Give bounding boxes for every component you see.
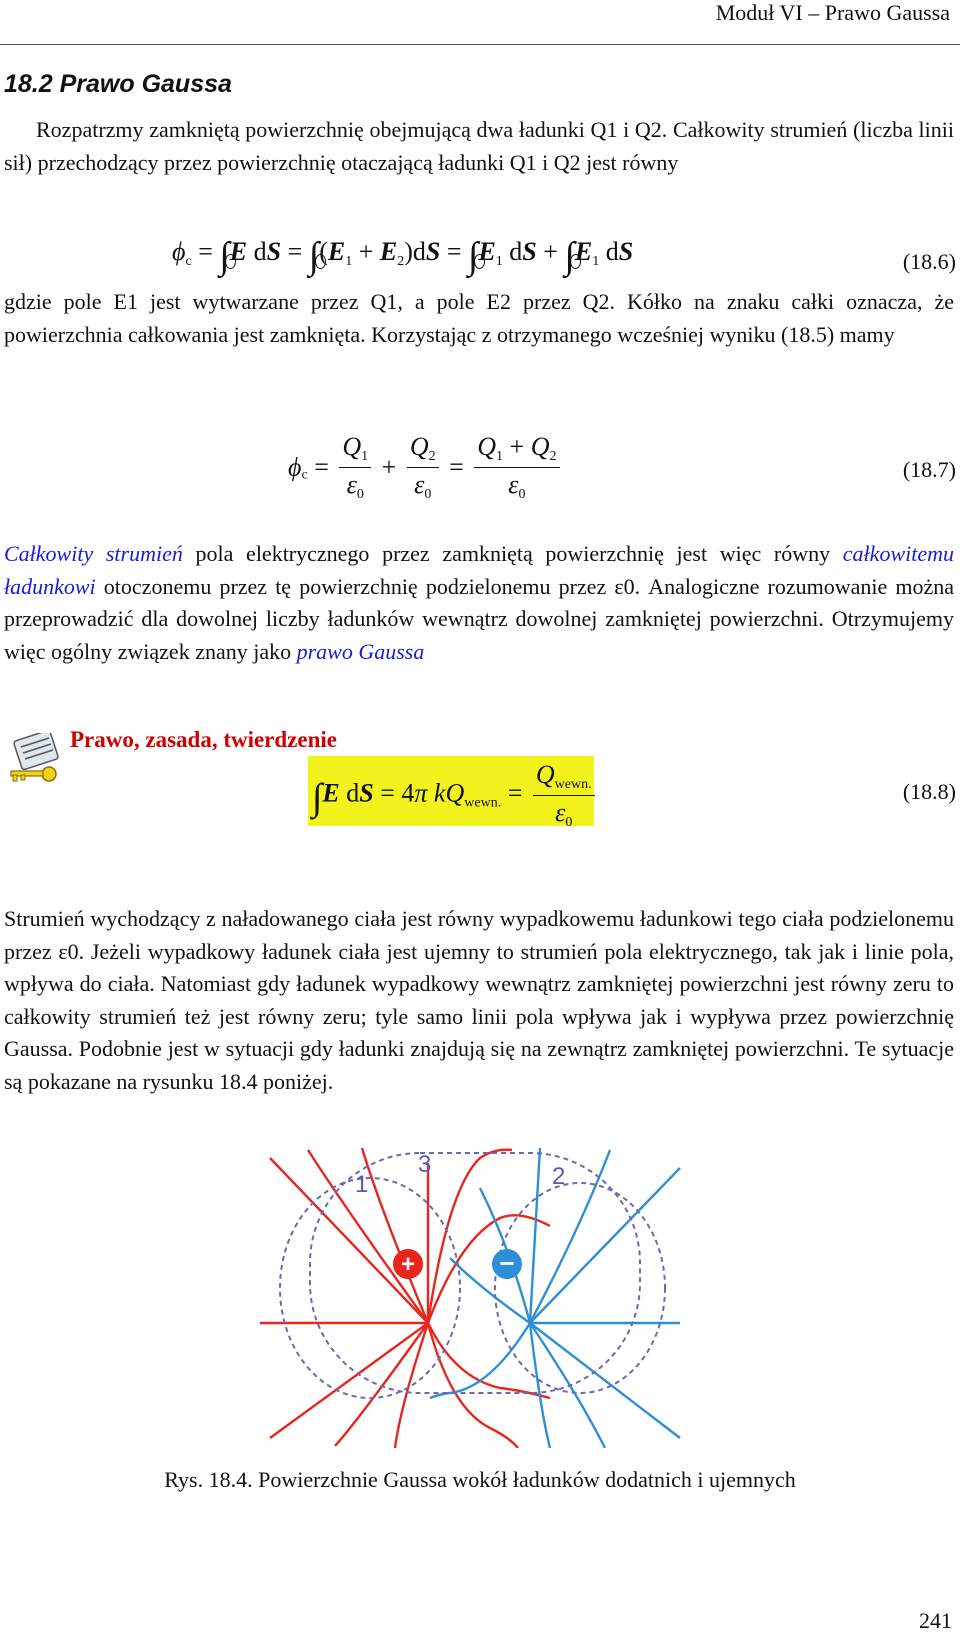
emphasis-gauss-law: prawo Gaussa xyxy=(296,638,425,664)
equation-number-18-6: (18.6) xyxy=(902,249,956,274)
figure-gauss-surfaces xyxy=(250,1148,690,1448)
positive-field-lines xyxy=(260,1148,550,1448)
text-span: pola elektrycznego przez zamkniętą powierzchnię jest więc równy xyxy=(182,541,843,566)
law-heading: Prawo, zasada, twierdzenie xyxy=(70,727,337,752)
header-rule xyxy=(0,44,960,45)
paragraph-intro: Rozpatrzmy zamkniętą powierzchnię obejmującą dwa ładunki Q1 i Q2. Całkowity strumień (liczba linii sił) przechodzący przez powierzchnię otaczającą ładunki Q1 i Q2 jest równy xyxy=(4,117,954,175)
text-span: otoczonemu przez tę powierzchnię podzielonemu przez ε0. Analogiczne rozumowanie można przeprowadzić dla dowolnej liczby ładunków wewnątrz dowolnej zamkniętej powierzchni. Otrzymujemy więc ogólny związek znany jako xyxy=(4,573,954,664)
negative-field-lines xyxy=(430,1148,680,1448)
page-number: 241 xyxy=(919,1608,952,1633)
emphasis-total-flux: Całkowity strumień xyxy=(4,541,183,566)
equation-18-8: ∫E dS = 4π $kQ_{wewn.}$ = $\frac{Q_{wewn.}}{\varepsilon_0}$ xyxy=(312,760,599,831)
surface-label-1: 1 xyxy=(355,1171,369,1198)
paragraph-gauss-statement xyxy=(4,538,954,668)
surface-label-2: 2 xyxy=(552,1163,566,1190)
surface-label-3: 3 xyxy=(418,1151,432,1178)
section-title: 18.2 Prawo Gaussa xyxy=(4,70,232,98)
positive-charge-sign: + xyxy=(400,1251,416,1278)
gauss-surfaces xyxy=(280,1153,665,1398)
equation-18-6: $\phi_c = \int E$ dS = $\int(E_1 + E_2)dS = \int E_1$ dS + $\int E_1$ dS xyxy=(172,235,634,277)
equation-number-18-7: (18.7) xyxy=(902,457,956,482)
paragraph-flux-explanation: Strumień wychodzący z naładowanego ciała jest równy wypadkowemu ładunkowi tego ciała podzielonemu przez ε0. Jeżeli wypadkowy ładunek ciała jest ujemny to strumień pola elektrycznego, tak jak i linie pola, wpływa do ciała. Natomiast gdy ładunek wypadkowy wewnątrz zamkniętej powierzchni jest równy zeru to całkowity strumień też jest równy zeru; tyle samo linii pola wpływa jak i wypływa przez powierzchnię Gaussa. Podobnie jest w sytuacji gdy ładunki znajdują się na zewnątrz zamkniętej powierzchni. Te sytuacje są pokazane na rysunku 18.4 poniżej. xyxy=(4,906,954,1094)
running-header: Moduł VI – Prawo Gaussa xyxy=(715,0,950,25)
emphasis-total-charge: całkowitemu ładunkowi xyxy=(4,541,954,599)
paragraph-fields: gdzie pole E1 jest wytwarzane przez Q1, a pole E2 przez Q2. Kółko na znaku całki oznacza, że powierzchnia całkowania jest zamknięta. Korzystając z otrzymanego wcześniej wyniku (18.5) mamy xyxy=(4,289,954,347)
equation-number-18-8: (18.8) xyxy=(902,779,956,804)
figure-caption: Rys. 18.4. Powierzchnie Gaussa wokół ładunków dodatnich i ujemnych xyxy=(164,1467,796,1492)
notepad-key-icon xyxy=(3,733,65,785)
equation-18-7: $\phi_c$ = $\frac{Q_1}{\varepsilon_0}$ + $\frac{Q_2}{\varepsilon_0}$ = $\frac{Q_1 + Q_2}{\varepsilon_0}$ xyxy=(288,432,564,503)
negative-charge-sign: − xyxy=(499,1248,515,1278)
